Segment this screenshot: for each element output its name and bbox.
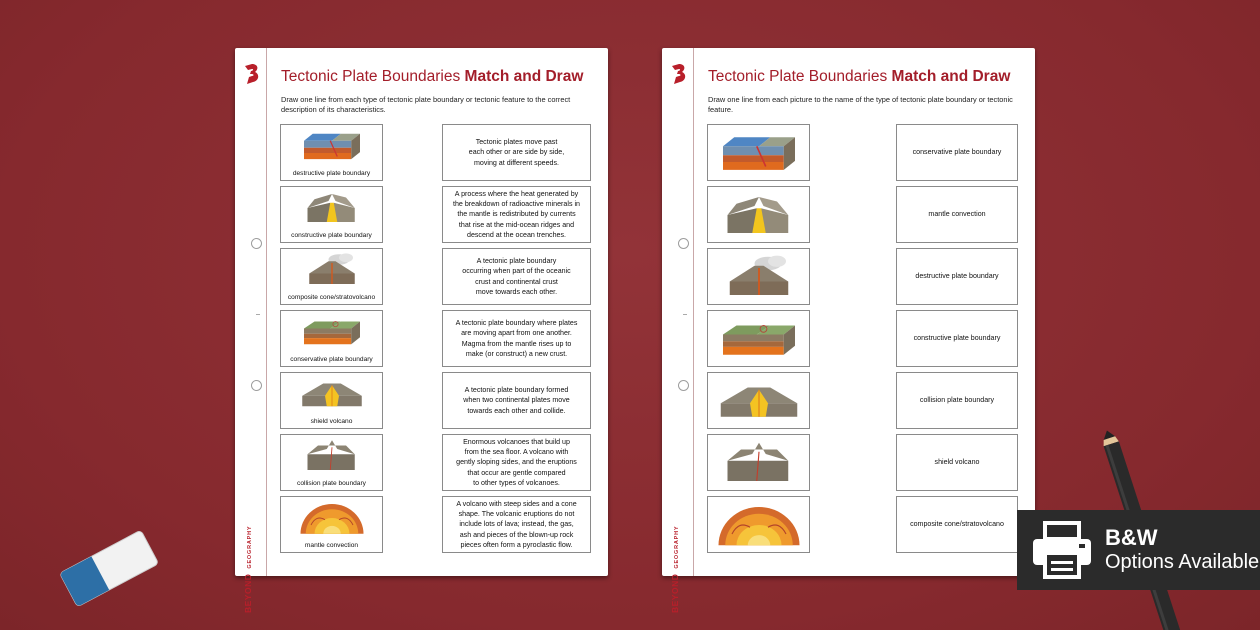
- description-card: [442, 372, 591, 429]
- destructive-boundary-diagram: [297, 128, 367, 164]
- picture-card: [707, 372, 810, 429]
- description-line: A tectonic plate boundary where plates: [455, 318, 578, 327]
- description-line: shape. The volcanic eruptions do not: [458, 510, 575, 519]
- page-title: Tectonic Plate Boundaries Match and Draw: [281, 68, 584, 85]
- description-line: Enormous volcanoes that build up: [463, 437, 570, 446]
- picture-card: [707, 434, 810, 491]
- brand-label: BEYONDGEOGRAPHY: [670, 525, 680, 613]
- description-text: [443, 435, 590, 490]
- description-line: crust and continental crust: [475, 277, 558, 286]
- description-line: that occur are gentle compared: [467, 468, 566, 477]
- margin-line: [266, 48, 267, 576]
- description-text: [443, 373, 590, 428]
- instructions: Draw one line from each picture to the name of the type of tectonic plate boundary or tectonic feature.: [708, 95, 1013, 114]
- worksheet-names: [662, 48, 1035, 613]
- banner-subtitle: Options Available: [1105, 551, 1260, 573]
- picture-card: [280, 372, 383, 429]
- name-card: [896, 434, 1018, 491]
- margin-tick: [683, 314, 687, 315]
- description-line: moving at different speeds.: [473, 158, 560, 167]
- description-line: that rise at the mid-ocean ridges and: [458, 220, 575, 229]
- picture-card: [280, 186, 383, 243]
- name-label: conservative plate boundary: [912, 148, 1002, 157]
- conservative-boundary-diagram: [297, 314, 367, 350]
- mantle-convection-diagram: [297, 500, 367, 536]
- beyond-logo-icon: [243, 63, 261, 85]
- punch-hole: [251, 238, 262, 249]
- description-card: [442, 248, 591, 305]
- margin-line: [693, 48, 694, 576]
- description-text: [443, 311, 590, 366]
- picture-card: [707, 124, 810, 181]
- name-card: [896, 372, 1018, 429]
- description-line: when two continental plates move: [463, 396, 570, 405]
- collision-boundary-diagram: [297, 438, 367, 474]
- description-card: [442, 434, 591, 491]
- name-card: [896, 186, 1018, 243]
- destructive-boundary-diagram: [714, 129, 804, 177]
- description-line: from the sea floor. A volcano with: [464, 448, 569, 457]
- shield-volcano-diagram: [714, 377, 804, 425]
- name-card: [896, 496, 1018, 553]
- picture-card: [707, 186, 810, 243]
- punch-hole: [678, 238, 689, 249]
- printer-icon: [1029, 519, 1095, 581]
- name-label: composite cone/stratovolcano: [910, 520, 1004, 529]
- description-text: [443, 187, 590, 242]
- description-line: Tectonic plates move past: [475, 138, 558, 147]
- instructions: Draw one line from each type of tectonic plate boundary or tectonic feature to the correct description of its characteristics.: [281, 95, 571, 114]
- name-label: shield volcano: [934, 458, 980, 467]
- description-card: [442, 124, 591, 181]
- description-line: make (or construct) a new crust.: [465, 349, 568, 358]
- description-line: include lots of lava; instead, the gas,: [459, 520, 574, 529]
- beyond-logo-icon: [670, 63, 688, 85]
- description-line: move towards each other.: [475, 287, 558, 296]
- description-line: towards each other and collide.: [467, 406, 566, 415]
- margin-tick: [256, 314, 260, 315]
- picture-card: [280, 248, 383, 305]
- description-text: [443, 249, 590, 304]
- picture-caption: shield volcano: [310, 418, 353, 425]
- constructive-boundary-diagram: [297, 190, 367, 226]
- description-card: [442, 186, 591, 243]
- name-card: [896, 310, 1018, 367]
- shield-volcano-diagram: [297, 376, 367, 412]
- picture-caption: destructive plate boundary: [292, 170, 371, 177]
- punch-hole: [678, 380, 689, 391]
- picture-caption: conservative plate boundary: [290, 356, 373, 363]
- picture-card: [707, 310, 810, 367]
- stratovolcano-diagram: [714, 253, 804, 301]
- brand-label: BEYONDGEOGRAPHY: [243, 525, 253, 613]
- banner-title: B&W: [1105, 525, 1158, 550]
- description-line: ash and pieces of the blown-up rock: [459, 530, 574, 539]
- description-line: A volcano with steep sides and a cone: [456, 499, 577, 508]
- name-label: collision plate boundary: [919, 396, 995, 405]
- description-line: A process where the heat generated by: [454, 189, 579, 198]
- picture-card: [280, 434, 383, 491]
- picture-card: [707, 496, 810, 553]
- picture-card: [280, 124, 383, 181]
- description-text: [443, 497, 590, 552]
- eraser-icon: [55, 527, 165, 609]
- picture-card: [707, 248, 810, 305]
- description-line: A tectonic plate boundary formed: [464, 386, 569, 395]
- stratovolcano-diagram: [297, 252, 367, 288]
- name-card: [896, 124, 1018, 181]
- description-line: A tectonic plate boundary: [476, 256, 557, 265]
- description-line: to other types of volcanoes.: [473, 478, 560, 487]
- punch-hole: [251, 380, 262, 391]
- picture-caption: composite cone/stratovolcano: [287, 294, 376, 301]
- description-text: [443, 125, 590, 180]
- name-card: [896, 248, 1018, 305]
- description-line: the mantle is redistributed by currents: [457, 210, 576, 219]
- constructive-boundary-diagram: [714, 191, 804, 239]
- mantle-convection-diagram: [714, 501, 804, 549]
- worksheet-descriptions: [235, 48, 608, 613]
- bw-options-banner: [1017, 510, 1260, 590]
- description-line: Magma from the mantle rises up to: [461, 339, 572, 348]
- description-line: gently sloping sides, and the eruptions: [456, 458, 577, 467]
- description-card: [442, 310, 591, 367]
- picture-caption: collision plate boundary: [297, 480, 366, 487]
- description-line: the breakdown of radioactive minerals in: [453, 200, 580, 209]
- description-card: [442, 496, 591, 553]
- picture-caption: constructive plate boundary: [291, 232, 372, 239]
- collision-boundary-diagram: [714, 439, 804, 487]
- description-line: occurring when part of the oceanic: [462, 267, 571, 276]
- picture-card: [280, 496, 383, 553]
- picture-caption: mantle convection: [304, 542, 359, 549]
- description-line: are moving apart from one another.: [461, 329, 572, 338]
- page-title: Tectonic Plate Boundaries Match and Draw: [708, 68, 1011, 85]
- picture-card: [280, 310, 383, 367]
- name-label: constructive plate boundary: [913, 334, 1001, 343]
- description-line: descend at the ocean trenches.: [467, 230, 566, 239]
- description-line: pieces often form a pyroclastic flow.: [460, 540, 573, 549]
- name-label: destructive plate boundary: [915, 272, 999, 281]
- name-label: mantle convection: [928, 210, 986, 219]
- conservative-boundary-diagram: [714, 315, 804, 363]
- description-line: each other or are side by side,: [468, 148, 565, 157]
